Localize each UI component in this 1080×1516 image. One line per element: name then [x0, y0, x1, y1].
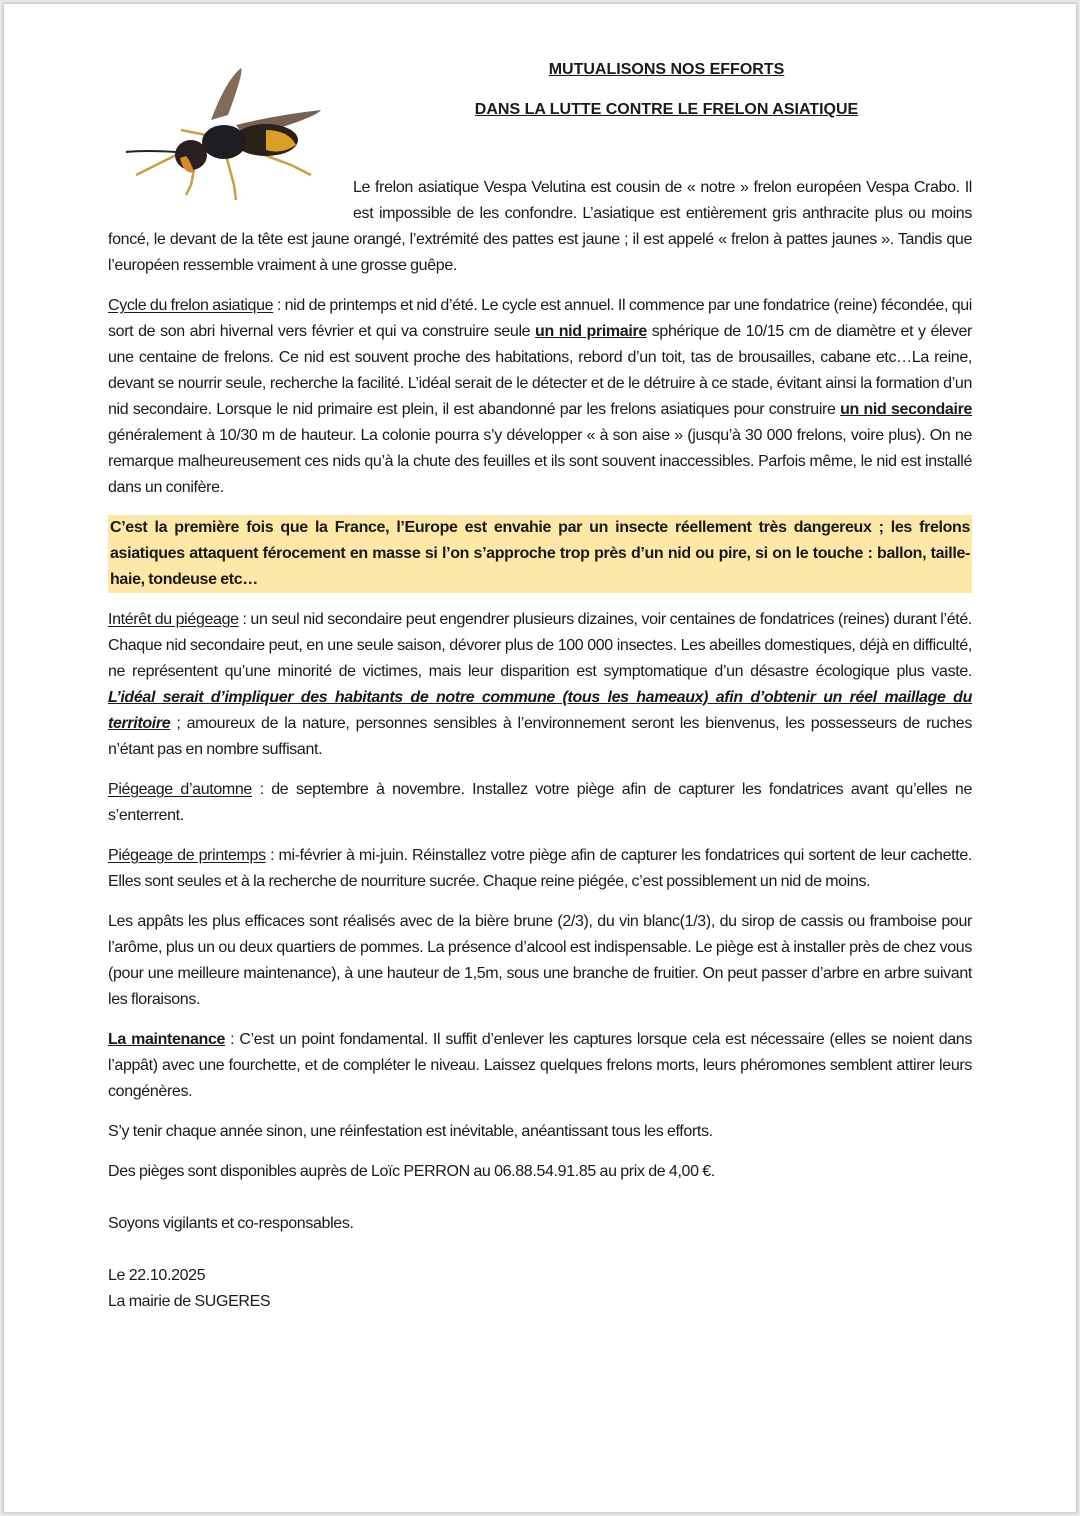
danger-warning-highlight: C’est la première fois que la France, l’Europe est envahie par un insecte réellement très dangereux ; les frelons asiatiques attaquent férocement en masse si l’on s’approche trop près d’un nid ou pire, si on le touche : ballon, taille-haie, tondeuse etc…	[108, 515, 972, 593]
cycle-text: : nid de printemps et nid d’été. Le cycle est annuel. Il commence par une fondatrice (reine) fécondée, qui sort de son abri hivernal vers février et qui va construire seule	[108, 297, 973, 340]
intro-text: Le frelon asiatique Vespa Velutina est cousin de « notre » frelon européen Vespa Crabo. Il est impossible de les confondre. L’asiatique est entièrement gris anthracite plus ou moins foncé, le devant de la tête est jaune orangé, l’extrémité des pattes est jaune ; il est appelé « frelon à pattes jaunes ». Tandis que l’européen ressemble vraiment à une grosse guêpe.	[108, 179, 972, 274]
traps-paragraph: Des pièges sont disponibles auprès de Loïc PERRON au 06.88.54.91.85 au prix de 4,00 €.	[108, 1163, 715, 1180]
automne-paragraph	[108, 777, 972, 829]
maintenance-paragraph	[108, 1027, 972, 1105]
intro-paragraph	[108, 175, 972, 279]
cycle-heading: Cycle du frelon asiatique	[108, 297, 274, 314]
document-body	[108, 175, 972, 1315]
interet-text: ; amoureux de la nature, personnes sensibles à l’environnement seront les bienvenus, les possesseurs de ruches n’étant pas en nombre suffisant.	[108, 715, 972, 758]
primary-nest-emphasis: un nid primaire	[535, 323, 647, 340]
printemps-heading: Piégeage de printemps	[108, 847, 266, 864]
closing-paragraph: Soyons vigilants et co-responsables.	[108, 1215, 354, 1232]
automne-text: : de septembre à novembre. Installez votre piège afin de capturer les fondatrices avant qu’elles ne s’enterrent.	[108, 781, 972, 824]
maintenance-text: : C’est un point fondamental. Il suffit d’enlever les captures lorsque cela est nécessaire (elles se noient dans l’appât) avec une fourchette, et de compléter le niveau. Laissez quelques frelons morts, leurs phéromones semblent attirer leurs congénères.	[108, 1031, 973, 1100]
title-line-2: DANS LA LUTTE CONTRE LE FRELON ASIATIQUE	[474, 101, 859, 118]
signature: La mairie de SUGERES	[108, 1293, 271, 1310]
interet-paragraph	[108, 607, 972, 763]
maintenance-heading: La maintenance	[108, 1031, 226, 1048]
printemps-text: : mi-février à mi-juin. Réinstallez votre piège afin de capturer les fondatrices qui sortent de leur cachette. Elles sont seules et à la recherche de nourriture sucrée. Chaque reine piégée, c’est possiblement un nid de moins.	[108, 847, 972, 890]
cycle-text: sphérique de 10/15 cm de diamètre et y élever une centaine de frelons. Ce nid est souvent proche des habitations, rebord d’un toit, tas de brousailles, cabane etc…La reine, devant se nourrir seule, recherche la facilité. L’idéal serait de le détecter et de le détruire à ce stade, évitant ainsi la formation d’un nid secondaire. Lorsque le nid primaire est plein, il est abandonné par les frelons asiatiques pour construire	[108, 323, 972, 418]
cycle-paragraph	[108, 293, 972, 501]
interet-text: : un seul nid secondaire peut engendrer plusieurs dizaines, voir centaines de fondatrices (reines) durant l’été. Chaque nid secondaire peut, en une seule saison, dévorer plus de 100 000 insectes. Les abeilles domestiques, déjà en difficulté, ne représentent qu’une minorité de victimes, mais leur disparition est symptomatique d’un désastre écologique plus vaste.	[108, 611, 972, 680]
secondary-nest-emphasis: un nid secondaire	[840, 401, 972, 418]
printemps-paragraph	[108, 843, 972, 895]
automne-heading: Piégeage d’automne	[108, 781, 252, 798]
yearly-paragraph: S’y tenir chaque année sinon, une réinfestation est inévitable, anéantissant tous les efforts.	[108, 1123, 713, 1140]
signature-block	[108, 1263, 972, 1315]
title-line-1: MUTUALISONS NOS EFFORTS	[548, 61, 785, 78]
date: Le 22.10.2025	[108, 1267, 206, 1284]
appats-paragraph: Les appâts les plus efficaces sont réalisés avec de la bière brune (2/3), du vin blanc(1/3), du sirop de cassis ou framboise pour l’arôme, plus un ou deux quartiers de pommes. La présence d’alcool est indispensable. Le piège est à installer près de chez vous (pour une meilleure maintenance), à une hauteur de 1,5m, sous une branche de fruitier. On peut passer d’arbre en arbre suivant les floraisons.	[108, 913, 972, 1008]
interet-emphasis: L’idéal serait d’impliquer des habitants de notre commune (tous les hameaux) afin d’obtenir un réel maillage du territoire	[108, 689, 972, 732]
interet-heading: Intérêt du piégeage	[108, 611, 239, 628]
cycle-text: généralement à 10/30 m de hauteur. La colonie pourra s’y développer « à son aise » (jusqu’à 30 000 frelons, voire plus). On ne remarque malheureusement ces nids qu’à la chute des feuilles et ils sont souvent inaccessibles. Parfois même, le nid est installé dans un conifère.	[108, 427, 972, 496]
